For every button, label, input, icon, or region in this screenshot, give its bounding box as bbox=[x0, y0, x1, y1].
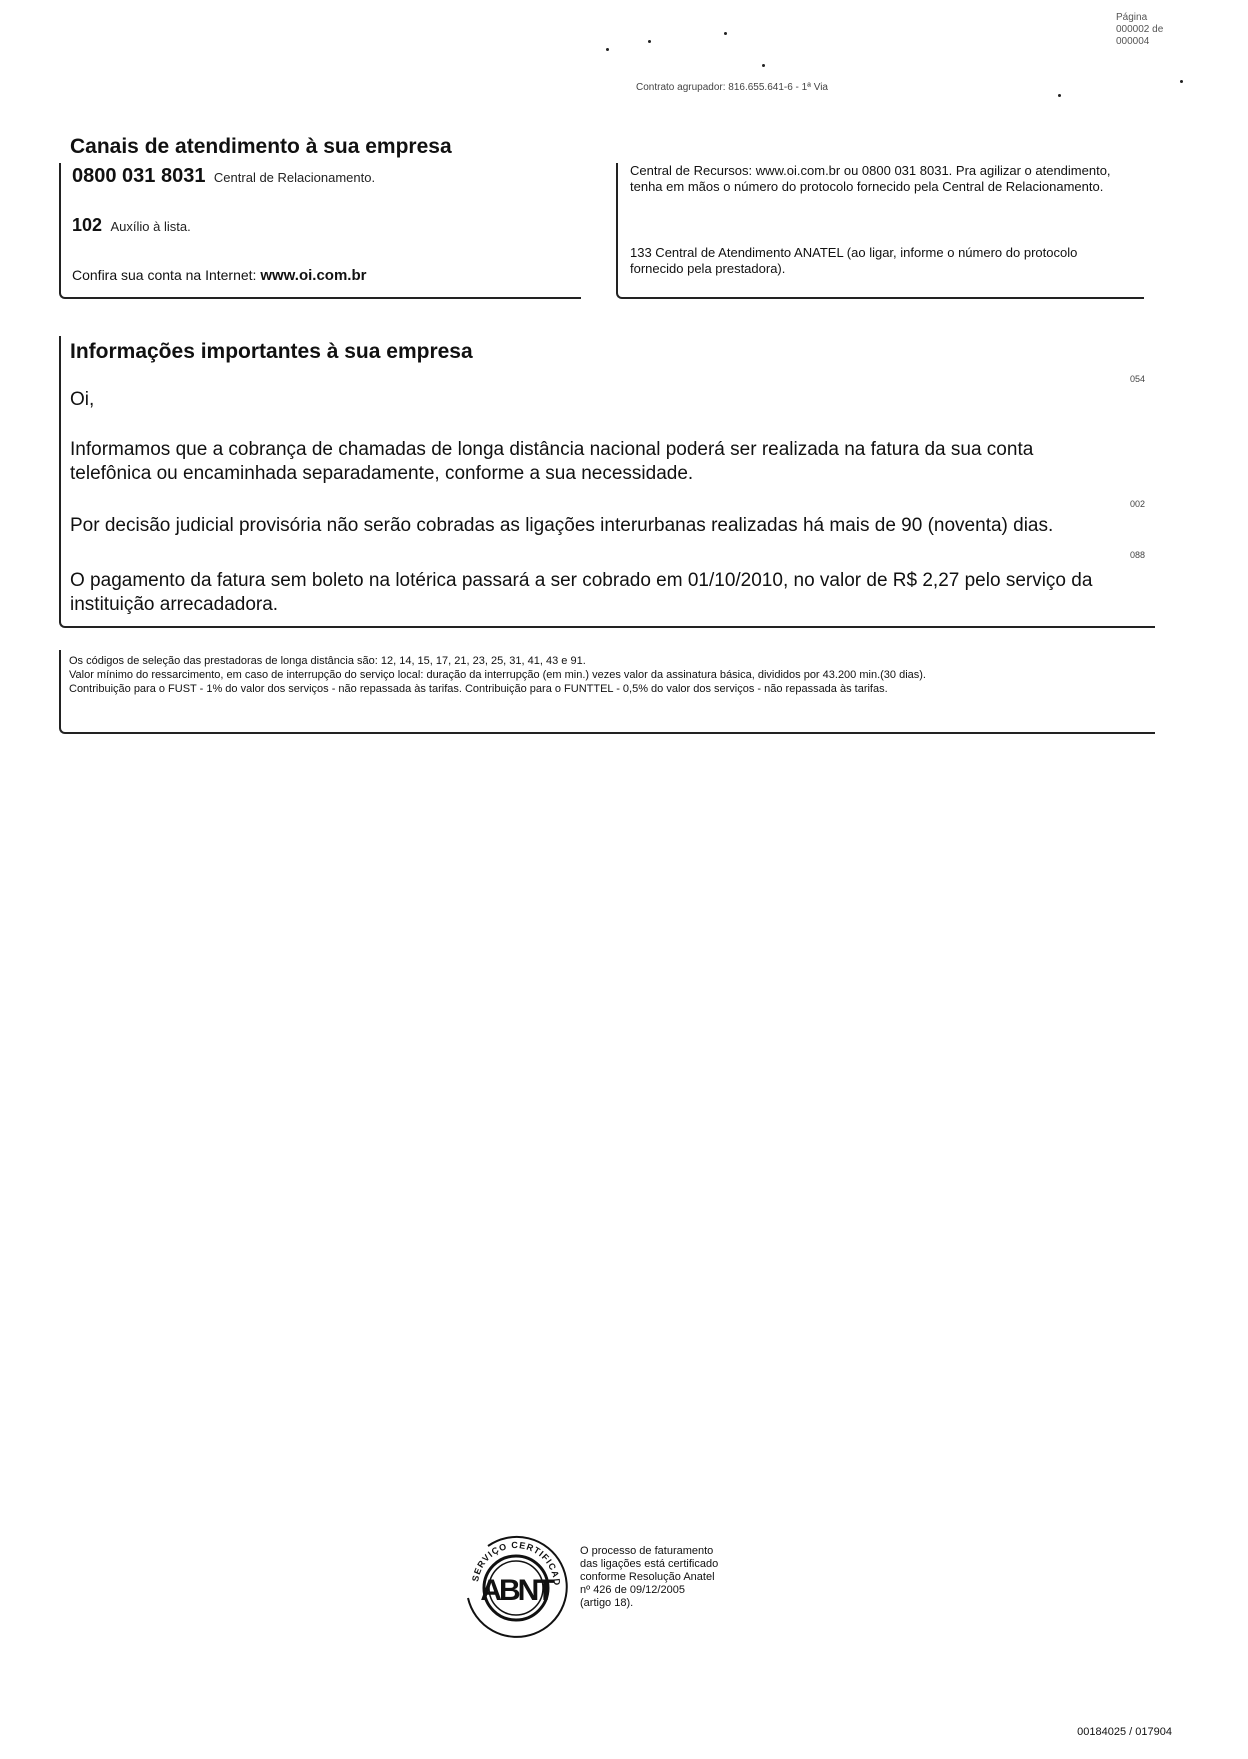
info-code-2: 002 bbox=[1129, 499, 1145, 509]
info-paragraph-1: Informamos que a cobrança de chamadas de longa distância nacional poderá ser realizada na fatura da sua conta telefônica ou encaminhada separadamente, conforme a sua necessidade. bbox=[70, 439, 1034, 484]
page-number bbox=[1116, 12, 1196, 48]
contract-reference: Contrato agrupador: 816.655.641-6 - 1ª Via bbox=[636, 82, 828, 93]
main-phone-number: 0800 031 8031 bbox=[72, 165, 206, 187]
document-footer-code: 00184025 / 017904 bbox=[1077, 1726, 1172, 1738]
anatel-text: 133 Central de Atendimento ANATEL (ao ligar, informe o número do protocolo fornecido pela prestadora). bbox=[630, 245, 1078, 276]
scan-speck bbox=[606, 48, 609, 51]
cert-line-4: nº 426 de 09/12/2005 bbox=[580, 1584, 685, 1596]
certification-text bbox=[580, 1545, 718, 1610]
scan-speck bbox=[648, 40, 651, 43]
resources-text: Central de Recursos: www.oi.com.br ou 0800 031 8031. Pra agilizar o atendimento, tenha em mãos o número do protocolo fornecido pela Central de Relacionamento. bbox=[630, 163, 1111, 194]
page-label: Página bbox=[1116, 12, 1148, 23]
svg-text:SERVIÇO CERTIFICADO: SERVIÇO CERTIFICAD bbox=[470, 1539, 563, 1587]
main-phone-row bbox=[72, 165, 375, 188]
list-phone-label: Auxílio à lista. bbox=[110, 219, 191, 234]
list-phone-row bbox=[72, 215, 191, 236]
channels-box-right bbox=[616, 163, 1144, 299]
page-total: 000004 bbox=[1116, 36, 1150, 47]
scan-speck bbox=[762, 64, 765, 67]
internet-url: www.oi.com.br bbox=[260, 267, 367, 284]
page-current: 000002 de bbox=[1116, 24, 1164, 35]
info-paragraph-2: Por decisão judicial provisória não serão cobradas as ligações interurbanas realizadas há mais de 90 (noventa) dias. bbox=[70, 515, 1054, 536]
notes-line-3: Contribuição para o FUST - 1% do valor dos serviços - não repassada às tarifas. Contribuição para o FUNTTEL - 0,5% do valor dos serviços - não repassada às tarifas. bbox=[69, 683, 888, 695]
scan-speck bbox=[1058, 94, 1061, 97]
notes-line-1: Os códigos de seleção das prestadoras de longa distância são: 12, 14, 15, 17, 21, 23, 25, 31, 41, 43 e 91. bbox=[69, 655, 586, 667]
abnt-seal-icon bbox=[458, 1528, 574, 1644]
main-phone-label: Central de Relacionamento. bbox=[213, 170, 376, 185]
info-paragraph-3: O pagamento da fatura sem boleto na lotérica passará a ser cobrado em 01/10/2010, no valor de R$ 2,27 pelo serviço da instituição arrecadadora. bbox=[70, 570, 1093, 615]
info-box bbox=[59, 336, 1155, 628]
info-code-1: 054 bbox=[1129, 374, 1145, 384]
channels-box-left bbox=[59, 163, 581, 299]
scan-speck bbox=[724, 32, 727, 35]
scan-speck bbox=[1180, 80, 1183, 83]
list-phone-number: 102 bbox=[72, 215, 103, 235]
info-greeting: Oi, bbox=[70, 389, 95, 410]
svg-text:ABNT: ABNT bbox=[480, 1574, 552, 1607]
legal-notes-box bbox=[59, 650, 1155, 734]
cert-line-2: das ligações está certificado bbox=[580, 1558, 719, 1570]
cert-line-5: (artigo 18). bbox=[580, 1597, 634, 1609]
channels-title: Canais de atendimento à sua empresa bbox=[70, 135, 452, 158]
abnt-seal-logo bbox=[458, 1528, 574, 1644]
cert-line-3: conforme Resolução Anatel bbox=[580, 1571, 715, 1583]
internet-prefix: Confira sua conta na Internet: bbox=[72, 267, 257, 283]
notes-line-2: Valor mínimo do ressarcimento, em caso de interrupção do serviço local: duração da interrupção (em min.) vezes valor da assinatura básica, divididos por 43.200 min.(30 dias). bbox=[69, 669, 926, 681]
internet-row bbox=[72, 267, 366, 284]
info-code-3: 088 bbox=[1129, 550, 1145, 560]
cert-line-1: O processo de faturamento bbox=[580, 1545, 714, 1557]
info-title: Informações importantes à sua empresa bbox=[70, 340, 473, 363]
